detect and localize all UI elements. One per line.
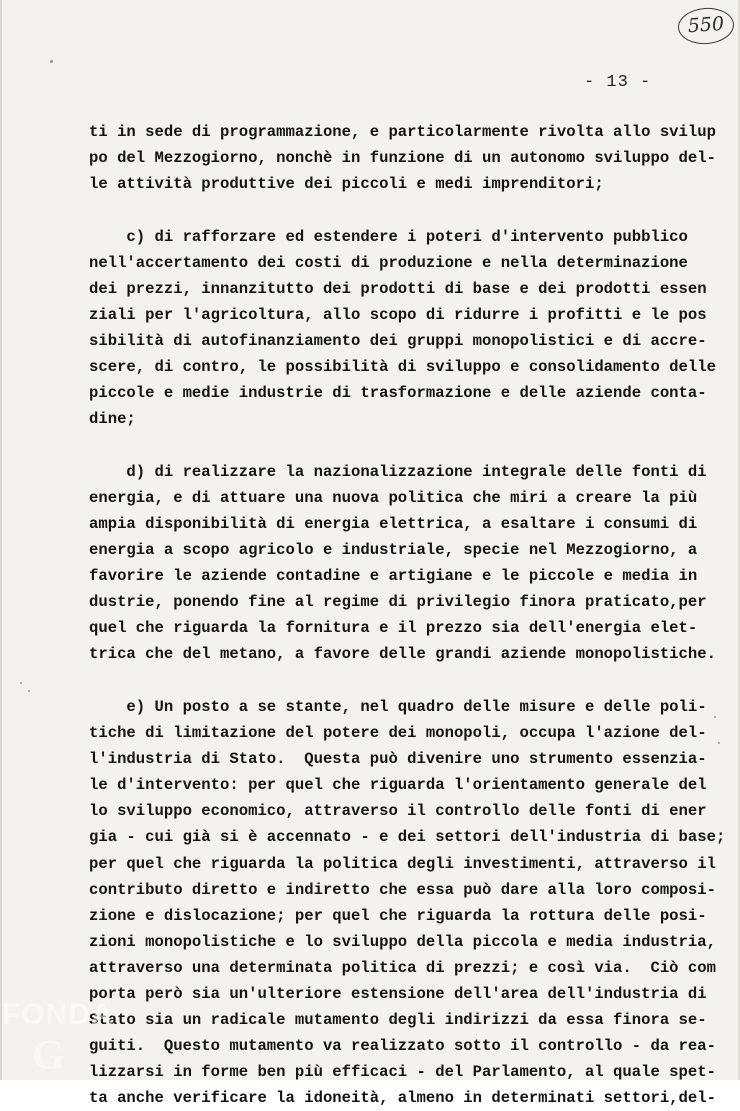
paragraph-c <box>89 224 716 433</box>
paragraph-d <box>89 459 716 668</box>
text-line: l'industria di Stato. Questa può divenire uno strumento essenzia- <box>89 750 707 769</box>
text-line: trica che del metano, a favore delle grandi aziende monopolistiche. <box>89 645 716 664</box>
handwritten-page-annotation: 550 <box>677 6 735 46</box>
text-line: ziali per l'agricoltura, allo scopo di ridurre i profitti e le pos <box>89 305 707 324</box>
text-line: po del Mezzogiorno, nonchè in funzione di un autonomo sviluppo del- <box>89 149 716 168</box>
text-line: tiche di limitazione del potere dei monopoli, occupa l'azione del- <box>89 724 707 743</box>
text-line: lo sviluppo economico, attraverso il controllo delle fonti di ener <box>89 802 707 821</box>
text-line: energia a scopo agricolo e industriale, specie nel Mezzogiorno, a <box>89 541 698 560</box>
paper-speck <box>28 690 30 692</box>
text-line: dei prezzi, innanzitutto dei prodotti di base e dei prodotti essen <box>89 279 707 298</box>
text-line: ti in sede di programmazione, e particolarmente rivolta allo svilup <box>89 123 716 141</box>
paper-speck <box>714 716 716 718</box>
text-line: per quel che riguarda la politica degli investimenti, attraverso il <box>89 854 716 873</box>
paper-speck <box>20 682 22 684</box>
text-line: porta però sia un'ulteriore estensione dell'area dell'industria di <box>89 984 707 1003</box>
text-line: scere, di contro, le possibilità di sviluppo e consolidamento delle <box>89 358 716 377</box>
text-line: e) Un posto a se stante, nel quadro delle misure e delle poli- <box>89 697 707 716</box>
text-line: favorire le aziende contadine e artigiane e le piccole e media in <box>89 567 698 586</box>
text-line: energia, e di attuare una nuova politica che miri a creare la più <box>89 488 698 507</box>
typewritten-body <box>89 119 726 1111</box>
text-line: ampia disponibilità di energia elettrica, a esaltare i consumi di <box>89 515 698 533</box>
text-line: attraverso una determinata politica di prezzi; e così via. Ciò com <box>89 958 716 977</box>
paragraph-e <box>89 694 726 1111</box>
page-number: - 13 - <box>584 73 652 92</box>
text-line: gia - cui già si è accennato - e dei settori dell'industria di base; <box>89 828 726 847</box>
text-line: le d'intervento: per quel che riguarda l'orientamento generale del <box>89 776 707 795</box>
text-line: ta anche verificare la idoneità, almeno in determinati settori,del- <box>89 1089 716 1108</box>
text-line: d) di realizzare la nazionalizzazione integrale delle fonti di <box>89 462 707 481</box>
text-line: c) di rafforzare ed estendere i poteri d'intervento pubblico <box>89 227 688 246</box>
paper-speck <box>718 742 720 744</box>
text-line: zioni monopolistiche e lo sviluppo della piccola e media industria, <box>89 932 716 951</box>
text-line: le attività produttive dei piccoli e medi imprenditori; <box>89 175 604 194</box>
text-line: nell'accertamento dei costi di produzione e nella determinazione <box>89 253 688 272</box>
text-line: Stato sia un radicale mutamento degli indirizzi da essa finora se- <box>89 1011 707 1030</box>
text-line: dustrie, ponendo fine al regime di privilegio finora praticato,per <box>89 593 707 612</box>
text-line: piccole e medie industrie di trasformazione e delle aziende conta- <box>89 384 707 403</box>
text-line: dine; <box>89 410 136 429</box>
paper-speck <box>50 60 53 63</box>
paragraph-intro-continuation <box>89 119 716 197</box>
archive-watermark-logo: G <box>32 1033 65 1079</box>
text-line: sibilità di autofinanziamento dei gruppi monopolistici e di accre- <box>89 332 707 351</box>
text-line: quel che riguarda la fornitura e il prezzo sia dell'energia elet- <box>89 619 698 638</box>
text-line: zione e dislocazione; per quel che riguarda la rottura delle posi- <box>89 906 707 925</box>
text-line: guiti. Questo mutamento va realizzato sotto il controllo - da rea- <box>89 1037 716 1056</box>
text-line: contributo diretto e indiretto che essa può dare alla loro composi- <box>89 880 716 899</box>
text-line: lizzarsi in forme ben più efficaci - del Parlamento, al quale spet- <box>89 1063 716 1082</box>
archive-watermark: FONDA <box>2 998 114 1031</box>
